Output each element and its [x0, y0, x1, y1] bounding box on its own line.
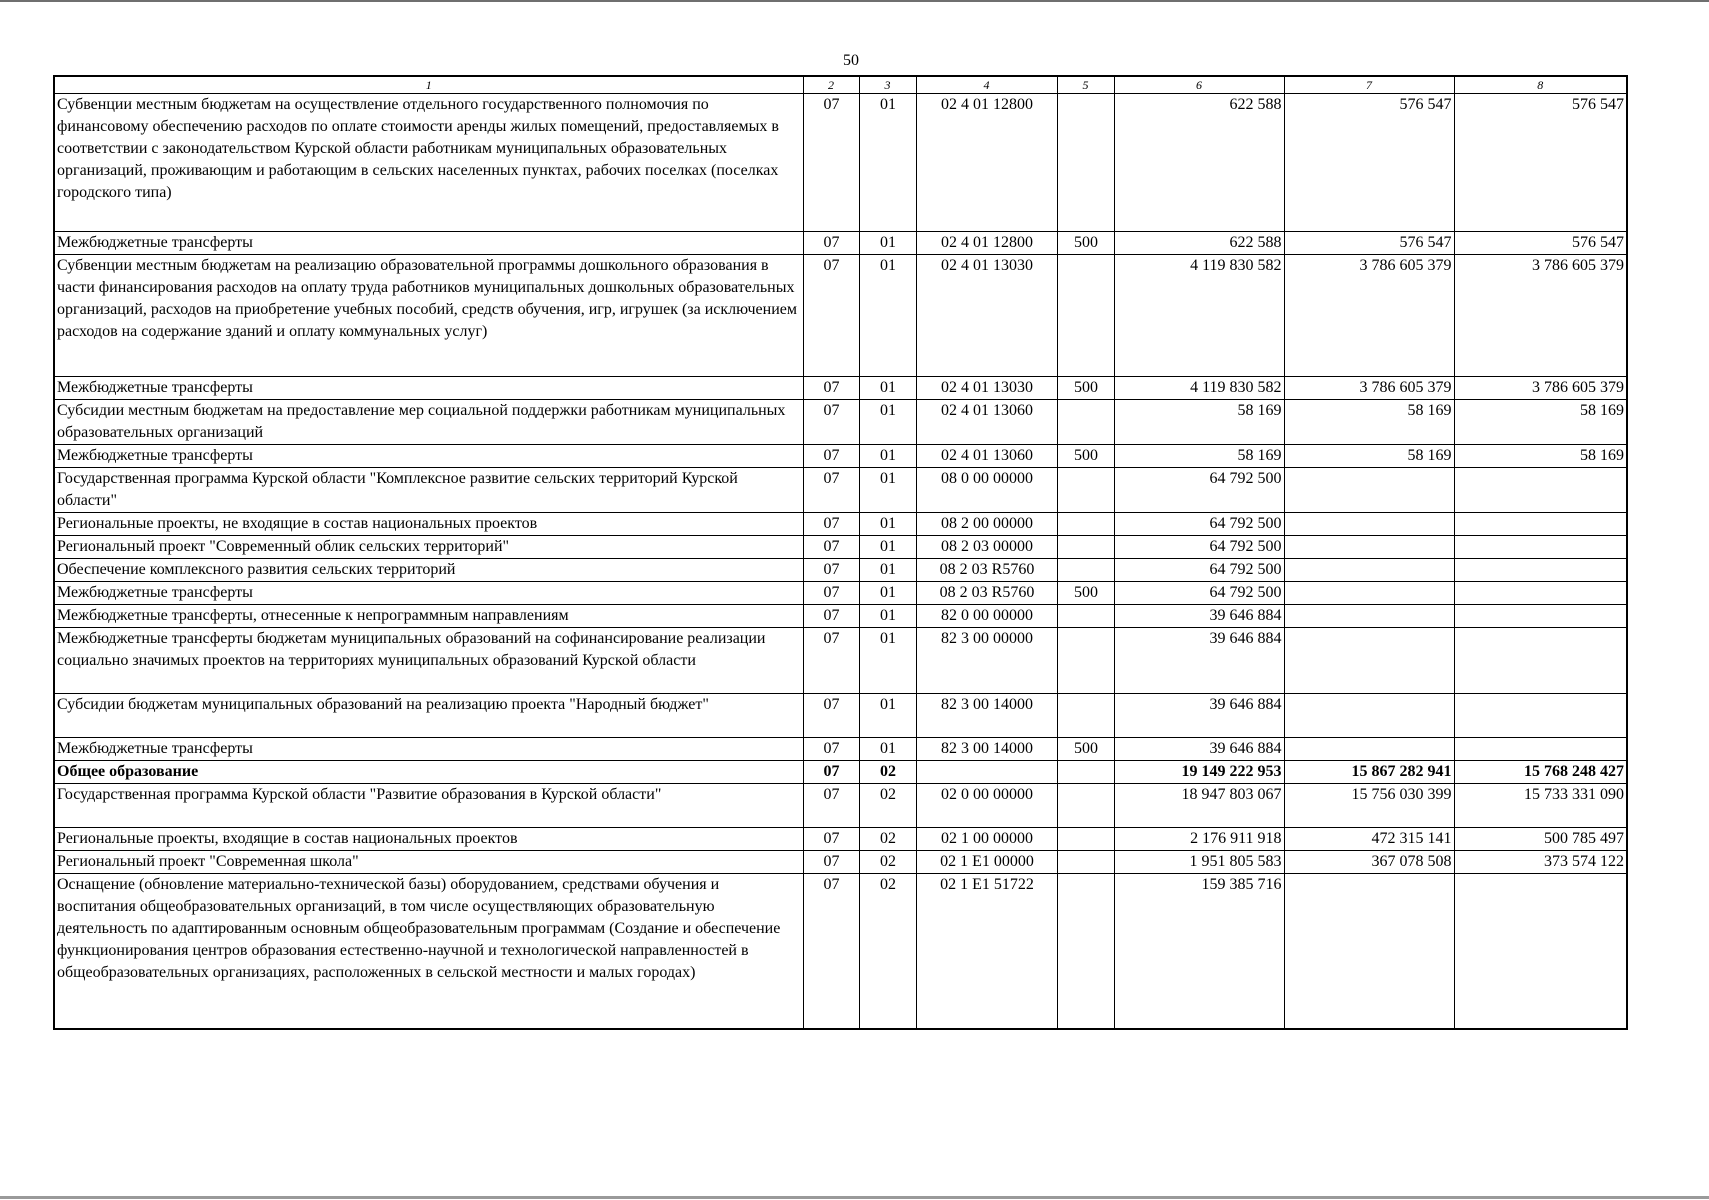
amount-col6-cell: 39 646 884	[1114, 628, 1284, 694]
amount-col8-cell	[1454, 605, 1627, 628]
amount-col8-cell	[1454, 582, 1627, 605]
target-article-cell: 02 1 E1 00000	[916, 851, 1057, 874]
table-row	[54, 232, 1627, 255]
amount-col8-cell: 576 547	[1454, 232, 1627, 255]
amount-col8-cell: 58 169	[1454, 400, 1627, 445]
amount-col8-cell: 3 786 605 379	[1454, 377, 1627, 400]
row-name-cell: Субвенции местным бюджетам на осуществление отдельного государственного полномочия по финансовому обеспечению расходов по оплате стоимости аренды жилых помещений, предоставляемых в соответствии с законодательством Курской области работникам муниципальных образовательных организаций, проживающим и работающим в сельских населенных пунктах, рабочих поселках (поселках городского типа)	[54, 94, 803, 232]
expense-type-cell	[1057, 694, 1114, 738]
row-name-cell: Межбюджетные трансферты	[54, 738, 803, 761]
amount-col8-cell	[1454, 468, 1627, 513]
table-row	[54, 255, 1627, 377]
column-number: 6	[1114, 76, 1284, 94]
row-name-cell: Обеспечение комплексного развития сельских территорий	[54, 559, 803, 582]
expense-type-cell	[1057, 605, 1114, 628]
amount-col7-cell	[1284, 628, 1454, 694]
target-article-cell: 08 2 03 R5760	[916, 559, 1057, 582]
table-row	[54, 536, 1627, 559]
subsection-code-cell: 02	[859, 761, 916, 784]
amount-col7-cell: 576 547	[1284, 232, 1454, 255]
section-code-cell: 07	[803, 694, 859, 738]
column-number: 4	[916, 76, 1057, 94]
section-code-cell: 07	[803, 582, 859, 605]
amount-col8-cell	[1454, 536, 1627, 559]
amount-col7-cell	[1284, 468, 1454, 513]
target-article-cell	[916, 761, 1057, 784]
table-row	[54, 874, 1627, 1029]
amount-col6-cell: 622 588	[1114, 232, 1284, 255]
section-code-cell: 07	[803, 400, 859, 445]
target-article-cell: 02 0 00 00000	[916, 784, 1057, 828]
subsection-code-cell: 01	[859, 694, 916, 738]
amount-col6-cell: 159 385 716	[1114, 874, 1284, 1029]
table-row	[54, 694, 1627, 738]
amount-col8-cell	[1454, 513, 1627, 536]
amount-col6-cell: 19 149 222 953	[1114, 761, 1284, 784]
amount-col7-cell	[1284, 559, 1454, 582]
section-code-cell: 07	[803, 536, 859, 559]
amount-col7-cell: 15 867 282 941	[1284, 761, 1454, 784]
amount-col7-cell	[1284, 513, 1454, 536]
amount-col8-cell: 3 786 605 379	[1454, 255, 1627, 377]
amount-col7-cell	[1284, 874, 1454, 1029]
row-name-cell: Региональные проекты, входящие в состав национальных проектов	[54, 828, 803, 851]
subsection-code-cell: 01	[859, 255, 916, 377]
table-row	[54, 445, 1627, 468]
table-row	[54, 468, 1627, 513]
expense-type-cell	[1057, 628, 1114, 694]
expense-type-cell	[1057, 94, 1114, 232]
subsection-code-cell: 02	[859, 874, 916, 1029]
amount-col6-cell: 39 646 884	[1114, 738, 1284, 761]
expense-type-cell	[1057, 761, 1114, 784]
expense-type-cell: 500	[1057, 738, 1114, 761]
budget-table	[53, 75, 1628, 1030]
expense-type-cell: 500	[1057, 582, 1114, 605]
column-number: 1	[54, 76, 803, 94]
table-row	[54, 628, 1627, 694]
amount-col7-cell: 472 315 141	[1284, 828, 1454, 851]
section-code-cell: 07	[803, 784, 859, 828]
column-number-row	[54, 76, 1627, 94]
row-name-cell: Субсидии бюджетам муниципальных образований на реализацию проекта "Народный бюджет"	[54, 694, 803, 738]
amount-col8-cell: 58 169	[1454, 445, 1627, 468]
subsection-code-cell: 01	[859, 445, 916, 468]
subsection-code-cell: 01	[859, 559, 916, 582]
amount-col7-cell: 58 169	[1284, 400, 1454, 445]
subsection-code-cell: 01	[859, 605, 916, 628]
section-code-cell: 07	[803, 761, 859, 784]
table-row	[54, 738, 1627, 761]
expense-type-cell	[1057, 468, 1114, 513]
amount-col6-cell: 622 588	[1114, 94, 1284, 232]
subsection-code-cell: 01	[859, 94, 916, 232]
section-code-cell: 07	[803, 605, 859, 628]
table-row	[54, 605, 1627, 628]
target-article-cell: 02 4 01 13060	[916, 400, 1057, 445]
page-number: 50	[843, 52, 859, 69]
expense-type-cell	[1057, 536, 1114, 559]
target-article-cell: 82 0 00 00000	[916, 605, 1057, 628]
section-code-cell: 07	[803, 255, 859, 377]
table-row	[54, 377, 1627, 400]
amount-col6-cell: 64 792 500	[1114, 582, 1284, 605]
scan-edge-top	[0, 0, 1709, 2]
target-article-cell: 08 2 03 R5760	[916, 582, 1057, 605]
amount-col7-cell	[1284, 694, 1454, 738]
section-code-cell: 07	[803, 232, 859, 255]
amount-col7-cell	[1284, 536, 1454, 559]
target-article-cell: 82 3 00 14000	[916, 694, 1057, 738]
expense-type-cell: 500	[1057, 232, 1114, 255]
expense-type-cell	[1057, 255, 1114, 377]
amount-col6-cell: 64 792 500	[1114, 468, 1284, 513]
subsection-code-cell: 01	[859, 232, 916, 255]
amount-col8-cell: 373 574 122	[1454, 851, 1627, 874]
amount-col7-cell: 15 756 030 399	[1284, 784, 1454, 828]
table-row	[54, 559, 1627, 582]
table-row	[54, 582, 1627, 605]
expense-type-cell	[1057, 851, 1114, 874]
subsection-code-cell: 02	[859, 784, 916, 828]
amount-col8-cell: 576 547	[1454, 94, 1627, 232]
subsection-code-cell: 01	[859, 738, 916, 761]
target-article-cell: 02 4 01 12800	[916, 94, 1057, 232]
expense-type-cell	[1057, 400, 1114, 445]
target-article-cell: 02 4 01 12800	[916, 232, 1057, 255]
section-code-cell: 07	[803, 468, 859, 513]
target-article-cell: 08 2 00 00000	[916, 513, 1057, 536]
table-row	[54, 828, 1627, 851]
amount-col6-cell: 4 119 830 582	[1114, 255, 1284, 377]
table-body	[54, 94, 1627, 1029]
row-name-cell: Межбюджетные трансферты	[54, 582, 803, 605]
amount-col6-cell: 4 119 830 582	[1114, 377, 1284, 400]
amount-col6-cell: 58 169	[1114, 445, 1284, 468]
target-article-cell: 02 1 E1 51722	[916, 874, 1057, 1029]
row-name-cell: Субвенции местным бюджетам на реализацию образовательной программы дошкольного образования в части финансирования расходов на оплату труда работников муниципальных дошкольных образовательных организаций, расходов на приобретение учебных пособий, средств обучения, игр, игрушек (за исключением расходов на содержание зданий и оплату коммунальных услуг)	[54, 255, 803, 377]
section-code-cell: 07	[803, 851, 859, 874]
expense-type-cell	[1057, 828, 1114, 851]
section-code-cell: 07	[803, 874, 859, 1029]
section-code-cell: 07	[803, 628, 859, 694]
amount-col7-cell: 367 078 508	[1284, 851, 1454, 874]
target-article-cell: 02 4 01 13030	[916, 377, 1057, 400]
section-code-cell: 07	[803, 94, 859, 232]
subsection-code-cell: 01	[859, 468, 916, 513]
subsection-code-cell: 02	[859, 851, 916, 874]
expense-type-cell	[1057, 513, 1114, 536]
table-row	[54, 851, 1627, 874]
row-name-cell: Государственная программа Курской области "Комплексное развитие сельских территорий Курской области"	[54, 468, 803, 513]
amount-col6-cell: 39 646 884	[1114, 605, 1284, 628]
expense-type-cell: 500	[1057, 445, 1114, 468]
table-row	[54, 400, 1627, 445]
table-row	[54, 784, 1627, 828]
target-article-cell: 82 3 00 14000	[916, 738, 1057, 761]
subsection-code-cell: 01	[859, 536, 916, 559]
column-number: 7	[1284, 76, 1454, 94]
amount-col6-cell: 1 951 805 583	[1114, 851, 1284, 874]
subsection-code-cell: 01	[859, 400, 916, 445]
amount-col8-cell	[1454, 559, 1627, 582]
row-name-cell: Межбюджетные трансферты	[54, 232, 803, 255]
target-article-cell: 08 0 00 00000	[916, 468, 1057, 513]
section-code-cell: 07	[803, 513, 859, 536]
target-article-cell: 02 4 01 13060	[916, 445, 1057, 468]
expense-type-cell	[1057, 784, 1114, 828]
column-number: 2	[803, 76, 859, 94]
row-name-cell: Межбюджетные трансферты, отнесенные к непрограммным направлениям	[54, 605, 803, 628]
section-code-cell: 07	[803, 828, 859, 851]
amount-col6-cell: 64 792 500	[1114, 559, 1284, 582]
table-row	[54, 94, 1627, 232]
section-code-cell: 07	[803, 445, 859, 468]
section-code-cell: 07	[803, 738, 859, 761]
column-number: 8	[1454, 76, 1627, 94]
expense-type-cell	[1057, 559, 1114, 582]
section-code-cell: 07	[803, 559, 859, 582]
amount-col8-cell: 500 785 497	[1454, 828, 1627, 851]
expense-type-cell: 500	[1057, 377, 1114, 400]
amount-col7-cell	[1284, 605, 1454, 628]
subsection-code-cell: 01	[859, 513, 916, 536]
amount-col7-cell	[1284, 582, 1454, 605]
section-code-cell: 07	[803, 377, 859, 400]
amount-col8-cell	[1454, 738, 1627, 761]
row-name-cell: Государственная программа Курской области "Развитие образования в Курской области"	[54, 784, 803, 828]
subsection-code-cell: 01	[859, 628, 916, 694]
row-name-cell: Межбюджетные трансферты	[54, 445, 803, 468]
amount-col6-cell: 2 176 911 918	[1114, 828, 1284, 851]
table-row	[54, 513, 1627, 536]
amount-col8-cell	[1454, 628, 1627, 694]
amount-col8-cell: 15 733 331 090	[1454, 784, 1627, 828]
amount-col6-cell: 64 792 500	[1114, 536, 1284, 559]
amount-col6-cell: 64 792 500	[1114, 513, 1284, 536]
amount-col8-cell	[1454, 694, 1627, 738]
amount-col6-cell: 18 947 803 067	[1114, 784, 1284, 828]
amount-col7-cell: 3 786 605 379	[1284, 255, 1454, 377]
row-name-cell: Региональные проекты, не входящие в состав национальных проектов	[54, 513, 803, 536]
row-name-cell: Субсидии местным бюджетам на предоставление мер социальной поддержки работникам муниципальных образовательных организаций	[54, 400, 803, 445]
amount-col8-cell: 15 768 248 427	[1454, 761, 1627, 784]
amount-col7-cell: 3 786 605 379	[1284, 377, 1454, 400]
amount-col6-cell: 39 646 884	[1114, 694, 1284, 738]
target-article-cell: 08 2 03 00000	[916, 536, 1057, 559]
row-name-cell: Межбюджетные трансферты	[54, 377, 803, 400]
target-article-cell: 82 3 00 00000	[916, 628, 1057, 694]
row-name-cell: Оснащение (обновление материально-технической базы) оборудованием, средствами обучения и воспитания общеобразовательных организаций, в том числе осуществляющих образовательную деятельность по адаптированным основным общеобразовательным программам (Создание и обеспечение функционирования центров образования естественно-научной и технологической направленностей в общеобразовательных организациях, расположенных в сельской местности и малых городах)	[54, 874, 803, 1029]
row-name-cell: Региональный проект "Современный облик сельских территорий"	[54, 536, 803, 559]
expense-type-cell	[1057, 874, 1114, 1029]
scan-edge-bottom	[0, 1196, 1709, 1199]
row-name-cell: Межбюджетные трансферты бюджетам муниципальных образований на софинансирование реализации социально значимых проектов на территориях муниципальных образований Курской области	[54, 628, 803, 694]
column-number: 3	[859, 76, 916, 94]
subsection-code-cell: 02	[859, 828, 916, 851]
amount-col7-cell	[1284, 738, 1454, 761]
amount-col7-cell: 58 169	[1284, 445, 1454, 468]
column-number: 5	[1057, 76, 1114, 94]
subsection-code-cell: 01	[859, 582, 916, 605]
row-name-cell: Общее образование	[54, 761, 803, 784]
target-article-cell: 02 4 01 13030	[916, 255, 1057, 377]
target-article-cell: 02 1 00 00000	[916, 828, 1057, 851]
amount-col6-cell: 58 169	[1114, 400, 1284, 445]
table-row	[54, 761, 1627, 784]
amount-col8-cell	[1454, 874, 1627, 1029]
subsection-code-cell: 01	[859, 377, 916, 400]
row-name-cell: Региональный проект "Современная школа"	[54, 851, 803, 874]
amount-col7-cell: 576 547	[1284, 94, 1454, 232]
